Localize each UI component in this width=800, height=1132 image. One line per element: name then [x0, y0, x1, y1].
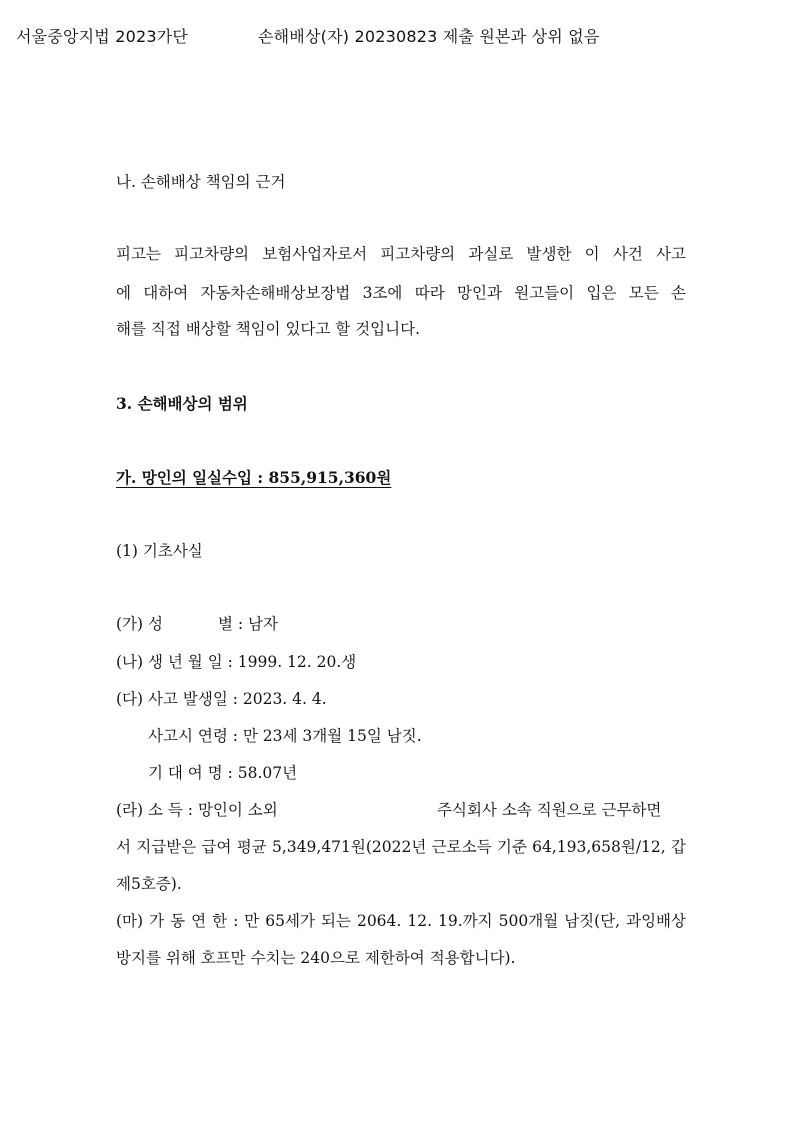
fact-age: 사고시 연령 : 만 23세 3개월 15일 남짓. [148, 727, 422, 745]
fact-gender-label: (가) 성 [116, 615, 163, 633]
fact-income-line1-left: (라) 소 득 : 망인이 소외 [116, 801, 278, 819]
fact-income-line2: 서 지급받은 급여 평균 5,349,471원(2022년 근로소득 기준 64,193,658원/12, 갑 [116, 838, 686, 856]
fact-income-line1-right: 주식회사 소속 직원으로 근무하면 [437, 801, 662, 819]
section-3-title: 3. 손해배상의 범위 [116, 394, 248, 413]
case-title-label: 손해배상(자) 20230823 제출 원본과 상위 없음 [258, 27, 600, 46]
section-na-title: 나. 손해배상 책임의 근거 [116, 173, 286, 191]
subsection-title: (1) 기초사실 [116, 542, 203, 560]
fact-birthdate: (나) 생 년 월 일 : 1999. 12. 20.생 [116, 653, 357, 671]
fact-gender-value: 별 : 남자 [218, 615, 278, 633]
fact-life-expectancy: 기 대 여 명 : 58.07년 [148, 764, 298, 782]
fact-working-period-line1: (마) 가 동 연 한 : 만 65세가 되는 2064. 12. 19.까지 500개월 남짓(단, 과잉배상 [116, 912, 686, 930]
fact-accident-date: (다) 사고 발생일 : 2023. 4. 4. [116, 690, 327, 708]
fact-working-period-line2: 방지를 위해 호프만 수치는 240으로 제한하여 적용합니다). [116, 949, 516, 967]
court-case-label: 서울중앙지법 2023가단 [16, 27, 189, 46]
fact-income-line3: 제5호증). [116, 875, 182, 893]
paragraph-line: 에 대하여 자동차손해배상보장법 3조에 따라 망인과 원고들이 입은 모든 손 [116, 284, 686, 302]
paragraph-line: 해를 직접 배상할 책임이 있다고 할 것입니다. [116, 320, 421, 338]
section-ga-title: 가. 망인의 일실수입 : 855,915,360원 [116, 468, 392, 487]
paragraph-line: 피고는 피고차량의 보험사업자로서 피고차량의 과실로 발생한 이 사건 사고 [116, 245, 686, 263]
